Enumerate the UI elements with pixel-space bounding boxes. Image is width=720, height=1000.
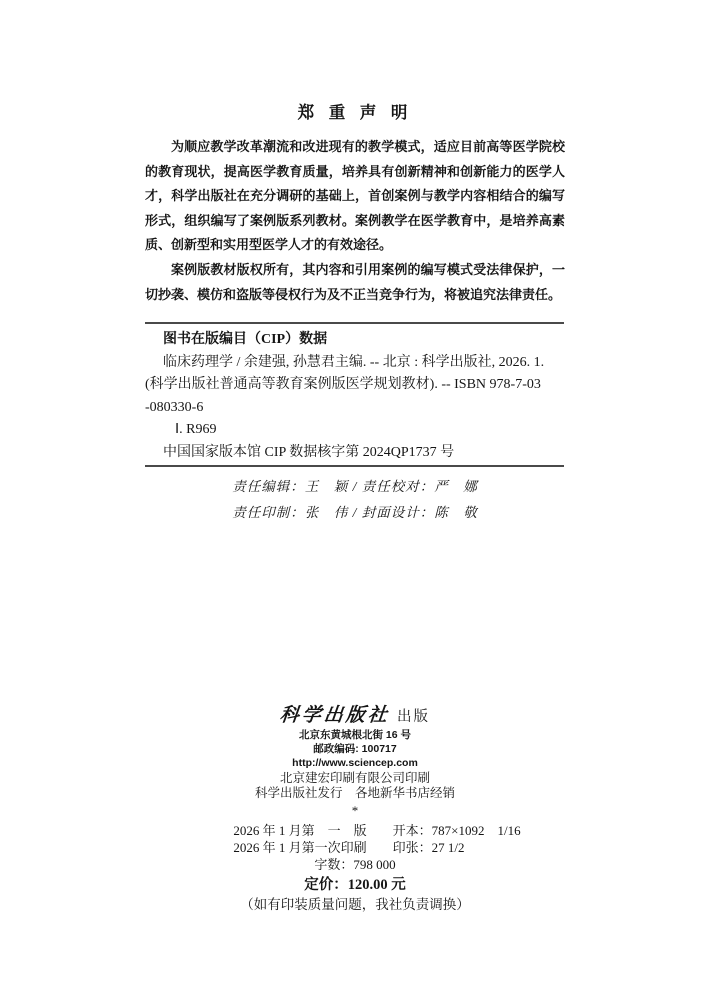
cip-series-line: (科学出版社普通高等教育案例版医学规划教材). -- ISBN 978-7-03 — [145, 377, 541, 393]
publisher-website: http://www.sciencep.com — [292, 757, 418, 769]
cip-record-line: 中国国家版本馆 CIP 数据核字第 2024QP1737 号 — [163, 444, 455, 460]
publisher-address-block — [145, 728, 565, 770]
printer-line: 北京建宏印刷有限公司印刷 — [279, 771, 430, 785]
staff-print-design-line: 责任印制：张 伟 / 封面设计：陈 敬 — [232, 505, 478, 520]
cip-title-line: 临床药理学 / 余建强, 孙慧君主编. -- 北京 : 科学出版社, 2026. 1. — [163, 354, 545, 370]
declaration-section — [145, 99, 565, 307]
colophon-section — [145, 700, 565, 914]
word-count-line: 字数：798 000 — [314, 856, 396, 872]
cip-section — [145, 329, 580, 465]
publisher-suffix: 出版 — [397, 709, 430, 725]
price-line: 定价：120.00 元 — [304, 876, 406, 893]
separator-asterisk: * — [351, 802, 359, 818]
cip-divider-bottom — [145, 465, 564, 467]
publisher-line — [145, 700, 565, 725]
publisher-address: 北京东黄城根北街 16 号 — [298, 729, 411, 741]
declaration-title: 郑 重 声 明 — [297, 104, 413, 122]
cip-isbn-continued: -080330-6 — [145, 399, 204, 415]
distributor-line: 科学出版社发行 各地新华书店经销 — [254, 785, 455, 800]
edition-line: 2026 年 1 月第 一 版 开本：787×1092 1/16 — [233, 822, 521, 838]
quality-note-line: （如有印装质量问题，我社负责调换） — [240, 896, 470, 912]
declaration-paragraph-1: 为顺应教学改革潮流和改进现有的教学模式，适应目前高等医学院校的教育现状，提高医学教育质量，培养具有创新精神和创新能力的医学人才，科学出版社在充分调研的基础上，首创案例与教学内容相结合的编写形式，组织编写了案例版系列教材。案例教学在医学教育中，是培养高素质、创新型和实用型医学人才的有效途径。 — [145, 139, 565, 253]
publisher-logo-text: 科学出版社 — [278, 705, 391, 726]
printing-block — [145, 771, 565, 801]
declaration-paragraph-2: 案例版教材版权所有，其内容和引用案例的编写模式受法律保护，一切抄袭、模仿和盗版等侵权行为及不正当竞争行为，将被追究法律责任。 — [145, 261, 565, 302]
edition-block — [145, 822, 565, 873]
cip-class-code: Ⅰ. R969 — [175, 422, 217, 438]
cip-heading: 图书在版编目（CIP）数据 — [163, 332, 328, 347]
cip-divider-top — [145, 322, 564, 324]
edition-dates — [233, 822, 520, 856]
staff-editors-line: 责任编辑：王 颖 / 责任校对：严 娜 — [232, 479, 478, 494]
staff-section — [145, 474, 565, 526]
print-run-line: 2026 年 1 月第一次印刷 印张：27 1/2 — [233, 839, 465, 855]
publisher-postcode: 邮政编码: 100717 — [313, 743, 397, 755]
